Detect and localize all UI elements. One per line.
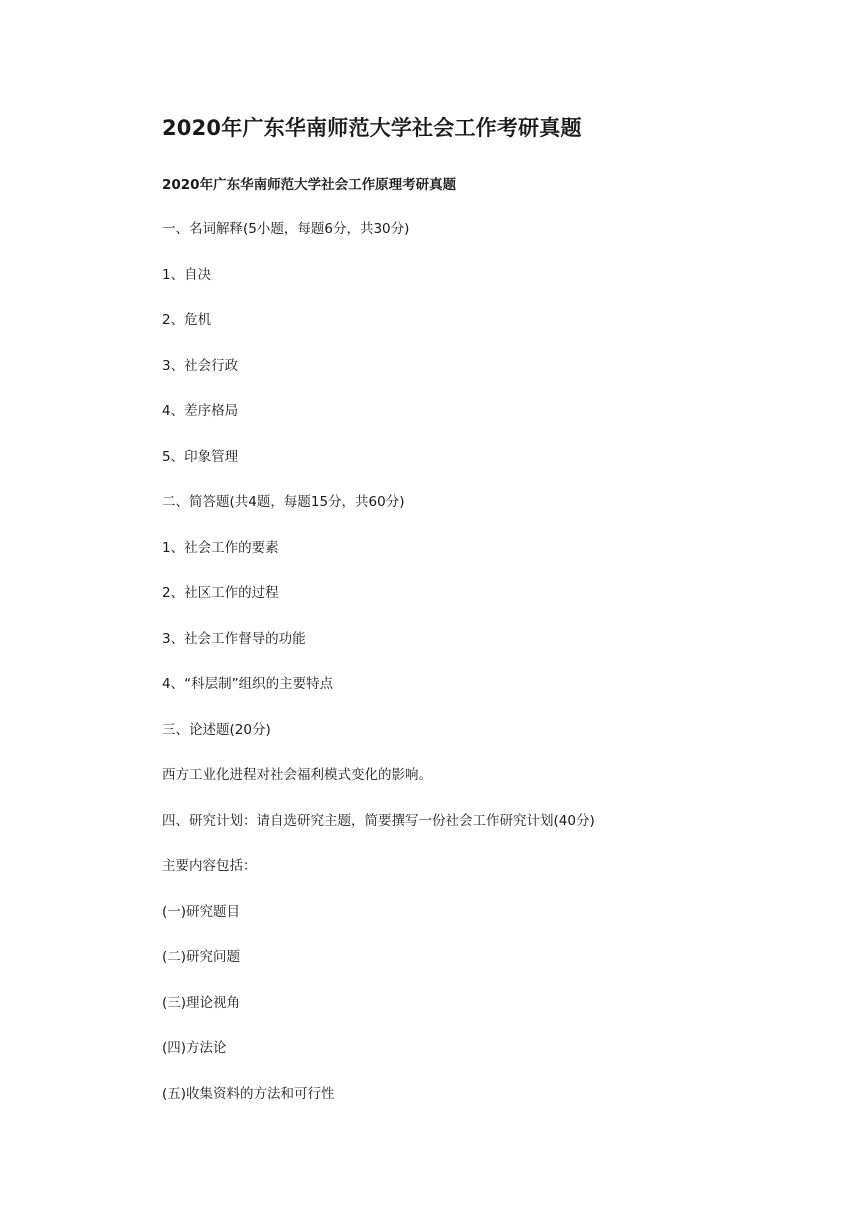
section4-item-3: (三)理论视角 bbox=[162, 995, 241, 1011]
section1-heading: 一、名词解释(5小题，每题6分，共30分) bbox=[162, 221, 410, 237]
section4-item-1: (一)研究题目 bbox=[162, 904, 241, 920]
section1-item-3: 3、社会行政 bbox=[162, 358, 239, 374]
section4-intro: 主要内容包括： bbox=[162, 858, 257, 874]
document-subtitle: 2020年广东华南师范大学社会工作原理考研真题 bbox=[162, 177, 457, 193]
section2-item-2: 2、社区工作的过程 bbox=[162, 585, 279, 601]
section4-heading: 四、研究计划：请自选研究主题，简要撰写一份社会工作研究计划(40分) bbox=[162, 813, 595, 829]
section2-item-3: 3、社会工作督导的功能 bbox=[162, 631, 306, 647]
section1-item-4: 4、差序格局 bbox=[162, 403, 239, 419]
section4-item-5: (五)收集资料的方法和可行性 bbox=[162, 1086, 335, 1102]
document-title: 2020年广东华南师范大学社会工作考研真题 bbox=[162, 116, 582, 140]
section2-item-4: 4、“科层制”组织的主要特点 bbox=[162, 676, 334, 692]
section2-item-1: 1、社会工作的要素 bbox=[162, 540, 279, 556]
section1-item-2: 2、危机 bbox=[162, 312, 212, 328]
section1-item-5: 5、印象管理 bbox=[162, 449, 239, 465]
section1-item-1: 1、自决 bbox=[162, 267, 212, 283]
section4-item-4: (四)方法论 bbox=[162, 1040, 227, 1056]
section3-heading: 三、论述题(20分) bbox=[162, 722, 271, 738]
section3-question: 西方工业化进程对社会福利模式变化的影响。 bbox=[162, 767, 432, 783]
section4-item-2: (二)研究问题 bbox=[162, 949, 241, 965]
section2-heading: 二、简答题(共4题，每题15分，共60分) bbox=[162, 494, 405, 510]
